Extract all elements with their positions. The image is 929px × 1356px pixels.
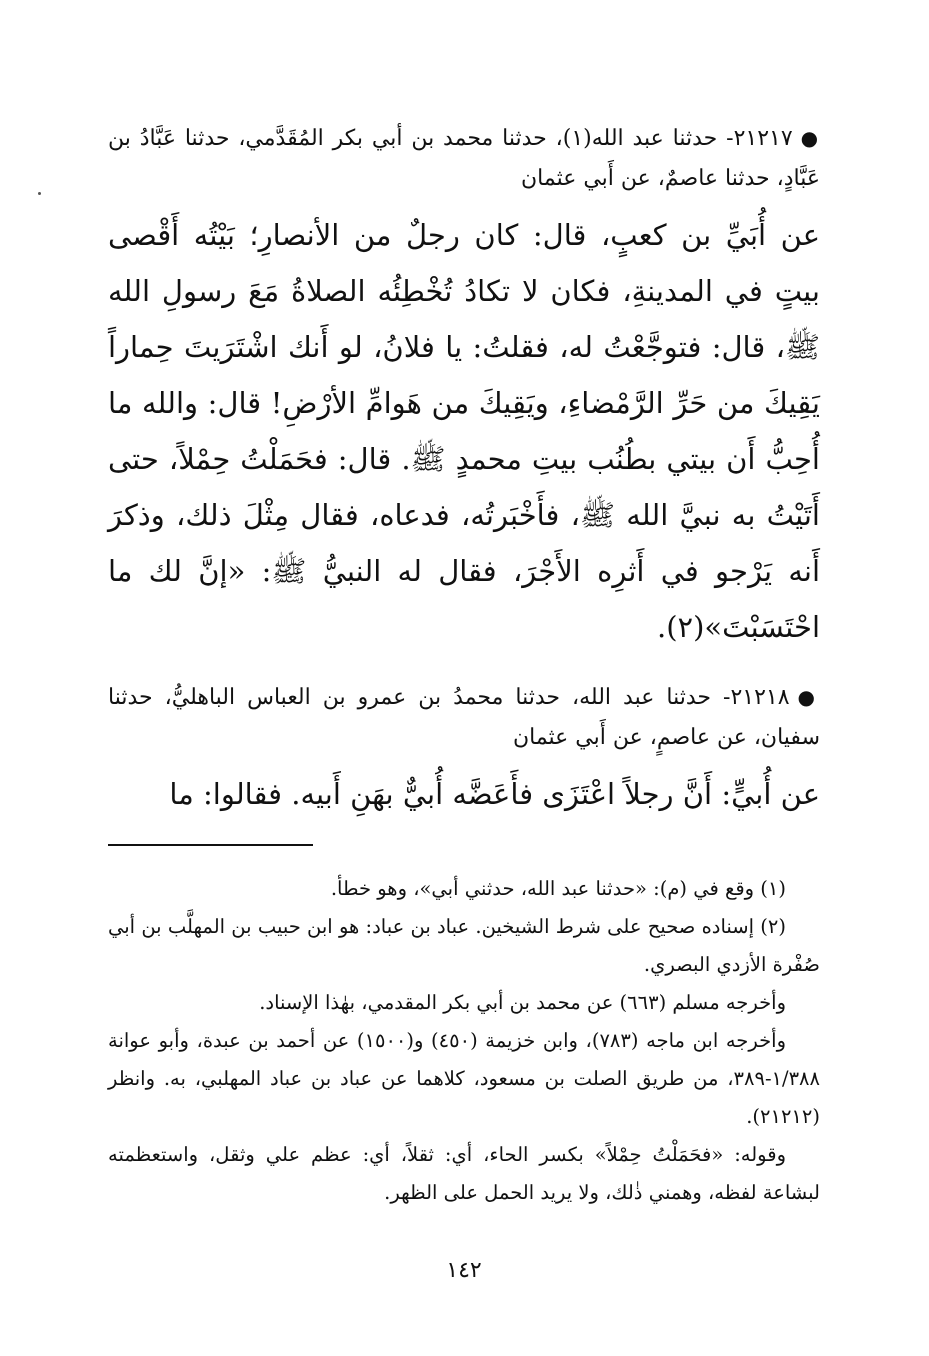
bullet-icon: ● (797, 685, 821, 709)
hadith-21218-isnad-text: ٢١٢١٨- حدثنا عبد الله، حدثنا محمدُ بن عمرو بن العباس الباهليُّ، حدثنا سفيان، عن عاصمٍ، عن أَبي عثمان (108, 685, 820, 750)
scan-speck (38, 192, 41, 195)
hadith-21217-isnad (108, 118, 820, 199)
footnote-divider (108, 844, 313, 846)
footnote-2-takhrij-others: وأخرجه ابن ماجه (٧٨٣)، وابن خزيمة (٤٥٠) و(١٥٠٠) عن أحمد بن عبدة، وأبو عوانة ١/٣٨٨-٣٨٩، من طريق الصلت بن مسعود، كلاهما عن عباد بن عباد المهلبي، به. وانظر (٢١٢١٢). (108, 1029, 820, 1128)
book-page (108, 118, 820, 1308)
footnote-1: (١) وقع في (م): «حدثنا عبد الله، حدثني أبي»، وهو خطأ. (330, 877, 786, 900)
hadith-21217-isnad-text: ٢١٢١٧- حدثنا عبد الله(١)، حدثنا محمد بن أبي بكر المُقَدَّمي، حدثنا عَبَّادُ بن عَبَّادٍ، حدثنا عاصمٌ، عن أَبي عثمان (108, 126, 820, 191)
footnote-2-takhrij-muslim: وأخرجه مسلم (٦٦٣) عن محمد بن أبي بكر المقدمي، بهٰذا الإسناد. (259, 991, 786, 1014)
hadith-21218-matn: عن أُبيٍّ: أَنَّ رجلاً اعْتَزَى فأَعَضَّه أُبيٌّ بهَنِ أَبيه. فقالوا: ما (169, 777, 820, 811)
hadith-21217-matn: عن أُبَيِّ بن كعبٍ، قال: كان رجلٌ من الأنصارِ؛ بَيْتُه أَقْصى بيتٍ في المدينةِ، فكان لا تكادُ تُخْطِئُه الصلاةُ مَعَ رسولِ الله ﷺ، قال: فتوجَّعْتُ له، فقلتُ: يا فلانُ، لو أَنك اشْتَرَيتَ حِماراً يَقِيكَ من حَرِّ الرَّمْضاءِ، ويَقِيكَ من هَوامِّ الأرْضِ! قال: والله ما أُحِبُّ أَن بيتي بطُنُب بيتِ محمدٍ ﷺ. قال: فحَمَلْتُ حِمْلاً، حتى أَتَيْتُ به نبيَّ الله ﷺ، فأَخْبَرتُه، فدعاه، فقال مِثْلَ ذلك، وذكرَ أَنه يَرْجو في أَثرِه الأَجْرَ، فقال له النبيُّ ﷺ: «إنَّ لك ما احْتَسَبْتَ»(٢). (108, 218, 820, 644)
bullet-icon: ● (800, 126, 820, 150)
footnote-2: (٢) إسناده صحيح على شرط الشيخين. عباد بن عباد: هو ابن حبيب بن المهلَّب بن أبي صُفْرة الأزدي البصري. (108, 915, 820, 976)
page-number: ١٤٢ (446, 1258, 482, 1283)
footnote-2-gloss: وقوله: «فحَمَلْتُ حِمْلاً» بكسر الحاء، أي: ثقلاً، أي: عظم علي وثقل، واستعظمته لبشاعة لفظه، وهمني ذٰلك، ولا يريد الحمل على الظهر. (108, 1143, 820, 1204)
hadith-21218-isnad (108, 677, 820, 758)
footnotes (108, 870, 820, 1212)
